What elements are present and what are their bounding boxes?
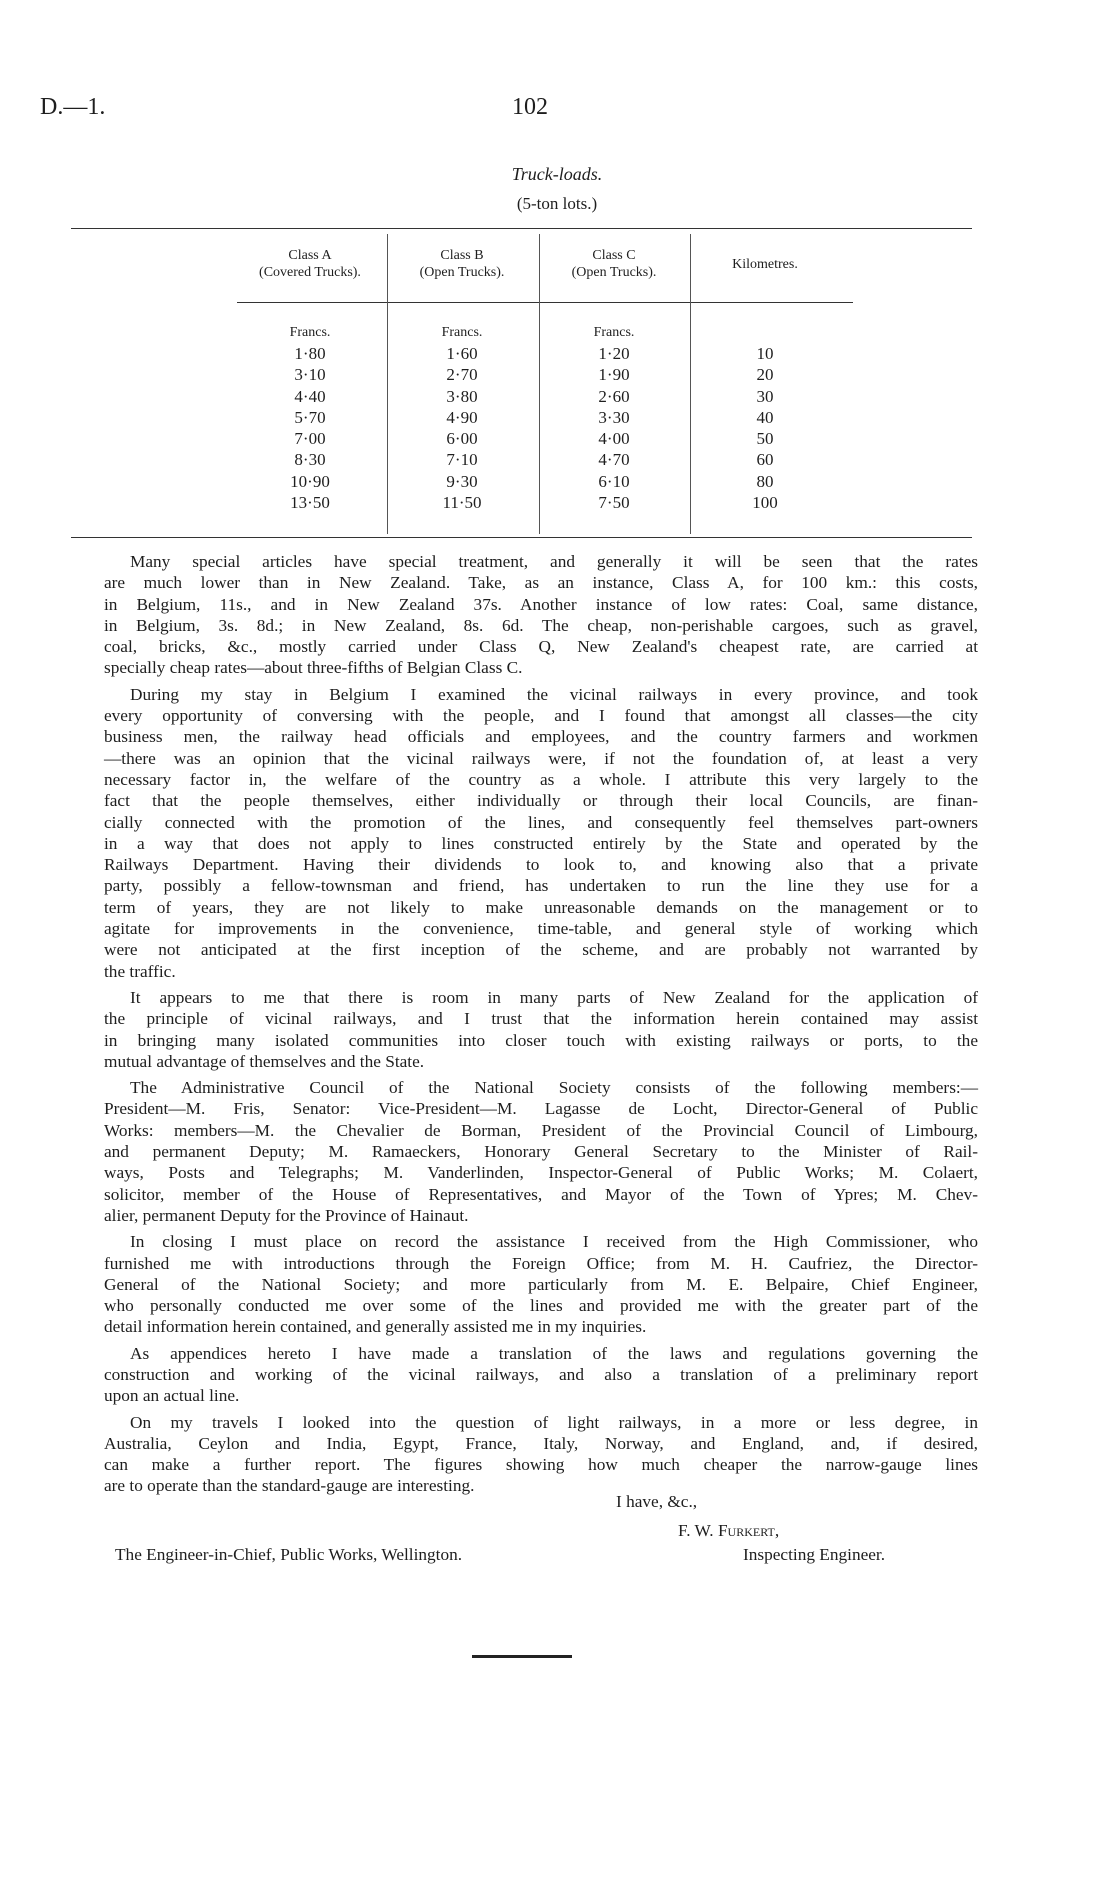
- signatory-title: Inspecting Engineer.: [743, 1545, 886, 1564]
- text-line: are much lower than in New Zealand. Take, as an instance, Class A, for 100 km.: this costs,: [104, 573, 978, 593]
- table-cell: 4·70: [598, 450, 630, 470]
- text-line: The Administrative Council of the National Society consists of the following members:—: [130, 1078, 978, 1098]
- table-title: Truck-loads.: [511, 164, 603, 184]
- text-line: It appears to me that there is room in many parts of New Zealand for the application of: [130, 987, 978, 1007]
- text-line: President—M. Fris, Senator: Vice-President—M. Lagasse de Locht, Director-General of Public: [104, 1099, 978, 1119]
- header-line: (Covered Trucks).: [259, 265, 361, 280]
- text-line: General of the National Society; and more particularly from M. E. Belpaire, Chief Engineer,: [104, 1274, 978, 1294]
- table-cell: 7·50: [598, 493, 630, 513]
- column-divider: [387, 234, 388, 534]
- page-number: 102: [512, 94, 548, 120]
- table-cell: 10·90: [290, 471, 330, 491]
- table-cell: 20: [756, 365, 774, 385]
- text-line: mutual advantage of themselves and the State.: [104, 1051, 425, 1071]
- paragraph: [104, 1231, 978, 1337]
- unit-label: [695, 322, 835, 343]
- table-cell: 6·00: [446, 429, 478, 449]
- text-line: in bringing many isolated communities into closer touch with existing railways or ports, to the: [104, 1030, 978, 1050]
- salutation: I have, &c.,: [616, 1492, 698, 1511]
- end-rule: [472, 1655, 572, 1658]
- table-subtitle: (5-ton lots.): [516, 194, 598, 213]
- header-line: Class C: [592, 248, 636, 263]
- text-line: Australia, Ceylon and India, Egypt, France, Italy, Norway, and England, and, if desired,: [104, 1433, 978, 1453]
- text-line: the traffic.: [104, 961, 176, 981]
- text-line: Railways Department. Having their dividends to look to, and knowing also that a private: [104, 855, 978, 875]
- text-line: Works: members—M. the Chevalier de Borman, President of the Provincial Council of Limbourg,: [104, 1120, 978, 1140]
- text-line: alier, permanent Deputy for the Province of Hainaut.: [104, 1205, 469, 1225]
- table-cell: 5·70: [294, 407, 326, 427]
- paragraph: [104, 1343, 978, 1407]
- column-header-kilometres: [695, 256, 835, 273]
- table-header-rule: [237, 302, 853, 303]
- table-cell: 4·40: [294, 386, 326, 406]
- document-reference: D.—1.: [40, 94, 106, 120]
- table-cell: 2·70: [446, 365, 478, 385]
- column-header-class-a: [240, 247, 380, 281]
- unit-label: Francs.: [593, 325, 635, 340]
- letter-body: [104, 551, 978, 1502]
- table-cell: 7·10: [446, 450, 478, 470]
- addressee: The Engineer-in-Chief, Public Works, Wellington.: [115, 1545, 463, 1564]
- text-line: detail information herein contained, and generally assisted me in my inquiries.: [104, 1317, 647, 1337]
- table-cell: 13·50: [290, 493, 330, 513]
- table-column: [695, 322, 835, 513]
- text-line: every opportunity of conversing with the people, and I found that amongst all classes—the city: [104, 706, 978, 726]
- text-line: the principle of vicinal railways, and I trust that the information herein contained may assist: [104, 1009, 978, 1029]
- table-cell: 1·20: [598, 344, 630, 363]
- header-line: Class A: [288, 248, 332, 263]
- column-divider: [690, 234, 691, 534]
- table-cell: 8·30: [294, 450, 326, 470]
- text-line: upon an actual line.: [104, 1386, 240, 1406]
- text-line: are to operate than the standard-gauge are interesting.: [104, 1476, 475, 1496]
- text-line: in a way that does not apply to lines constructed entirely by the State and operated by the: [104, 833, 978, 853]
- header-line: Kilometres.: [732, 257, 798, 272]
- text-line: —there was an opinion that the vicinal railways were, if not the foundation of, at least a very: [104, 748, 978, 768]
- table-cell: 50: [756, 429, 774, 449]
- signatory-initials: F. W.: [678, 1521, 714, 1540]
- text-line: who personally conducted me over some of the lines and provided me with the greater part of the: [104, 1296, 978, 1316]
- table-cell: 4·00: [598, 429, 630, 449]
- paragraph: [104, 987, 978, 1072]
- text-line: cially connected with the promotion of the lines, and consequently feel themselves part-owners: [104, 812, 978, 832]
- table-cell: 80: [756, 471, 774, 491]
- text-line: solicitor, member of the House of Representatives, and Mayor of the Town of Ypres; M. Chev-: [104, 1184, 978, 1204]
- text-line: coal, bricks, &c., mostly carried under Class Q, New Zealand's cheapest rate, are carried at: [104, 637, 978, 657]
- text-line: and permanent Deputy; M. Ramaeckers, Honorary General Secretary to the Minister of Rail-: [104, 1142, 978, 1162]
- table-cell: 10: [756, 344, 774, 363]
- table-top-rule: [71, 228, 972, 229]
- table-cell: 9·30: [446, 471, 478, 491]
- unit-label: Francs.: [289, 325, 331, 340]
- text-line: can make a further report. The figures showing how much cheaper the narrow-gauge lines: [104, 1455, 978, 1475]
- text-line: business men, the railway head officials and employees, and the country farmers and workmen: [104, 727, 978, 747]
- table-cell: 100: [752, 493, 778, 513]
- text-line: ways, Posts and Telegraphs; M. Vanderlinden, Inspector-General of Public Works; M. Colaert,: [104, 1163, 978, 1183]
- table-bottom-rule: [71, 537, 972, 538]
- text-line: In closing I must place on record the assistance I received from the High Commissioner, who: [130, 1232, 978, 1252]
- signatory-surname: Furkert,: [717, 1521, 780, 1540]
- column-divider: [539, 234, 540, 534]
- paragraph: [104, 1412, 978, 1497]
- table-column: [240, 322, 380, 513]
- unit-label: Francs.: [441, 325, 483, 340]
- text-line: in Belgium, 11s., and in New Zealand 37s. Another instance of low rates: Coal, same distance,: [104, 594, 978, 614]
- table-cell: 3·10: [294, 365, 326, 385]
- text-line: specially cheap rates—about three-fifths of Belgian Class C.: [104, 658, 523, 678]
- header-line: Class B: [440, 248, 484, 263]
- text-line: fact that the people themselves, either individually or through their local Councils, are finan-: [104, 791, 978, 811]
- table-cell: 30: [756, 386, 774, 406]
- text-line: construction and working of the vicinal railways, and also a translation of a preliminary report: [104, 1364, 978, 1384]
- table-cell: 6·10: [598, 471, 630, 491]
- table-cell: 7·00: [294, 429, 326, 449]
- table-column: [544, 322, 684, 513]
- table-cell: 2·60: [598, 386, 630, 406]
- text-line: Many special articles have special treatment, and generally it will be seen that the rates: [130, 552, 978, 571]
- header-line: (Open Trucks).: [571, 265, 657, 280]
- table-cell: 1·80: [294, 344, 326, 363]
- table-cell: 1·60: [446, 344, 478, 363]
- text-line: As appendices hereto I have made a translation of the laws and regulations governing the: [130, 1343, 978, 1363]
- table-cell: 3·80: [446, 386, 478, 406]
- header-line: (Open Trucks).: [419, 265, 505, 280]
- text-line: On my travels I looked into the question of light railways, in a more or less degree, in: [130, 1412, 978, 1432]
- text-line: term of years, they are not likely to make unreasonable demands on the management or to: [104, 897, 978, 917]
- table-cell: 4·90: [446, 407, 478, 427]
- paragraph: [104, 1077, 978, 1226]
- text-line: necessary factor in, the welfare of the country as a whole. I attribute this very largely to the: [104, 769, 978, 789]
- table-cell: 1·90: [598, 365, 630, 385]
- paragraph: [104, 551, 978, 679]
- text-line: furnished me with introductions through the Foreign Office; from M. H. Caufriez, the Director-: [104, 1253, 978, 1273]
- table-cell: 40: [756, 407, 774, 427]
- column-header-class-c: [544, 247, 684, 281]
- text-line: agitate for improvements in the convenience, time-table, and general style of working which: [104, 919, 978, 939]
- table-cell: 60: [756, 450, 774, 470]
- table-cell: 3·30: [598, 407, 630, 427]
- text-line: party, possibly a fellow-townsman and friend, has undertaken to run the line they use for a: [104, 876, 978, 896]
- table-cell: 11·50: [442, 493, 482, 513]
- text-line: During my stay in Belgium I examined the vicinal railways in every province, and took: [130, 684, 978, 704]
- paragraph: [104, 684, 978, 982]
- table-column: [392, 322, 532, 513]
- signatory: [678, 1521, 779, 1541]
- text-line: in Belgium, 3s. 8d.; in New Zealand, 8s. 6d. The cheap, non-perishable cargoes, such as gravel,: [104, 615, 978, 635]
- column-header-class-b: [392, 247, 532, 281]
- text-line: were not anticipated at the first inception of the scheme, and are probably not warranted by: [104, 940, 978, 960]
